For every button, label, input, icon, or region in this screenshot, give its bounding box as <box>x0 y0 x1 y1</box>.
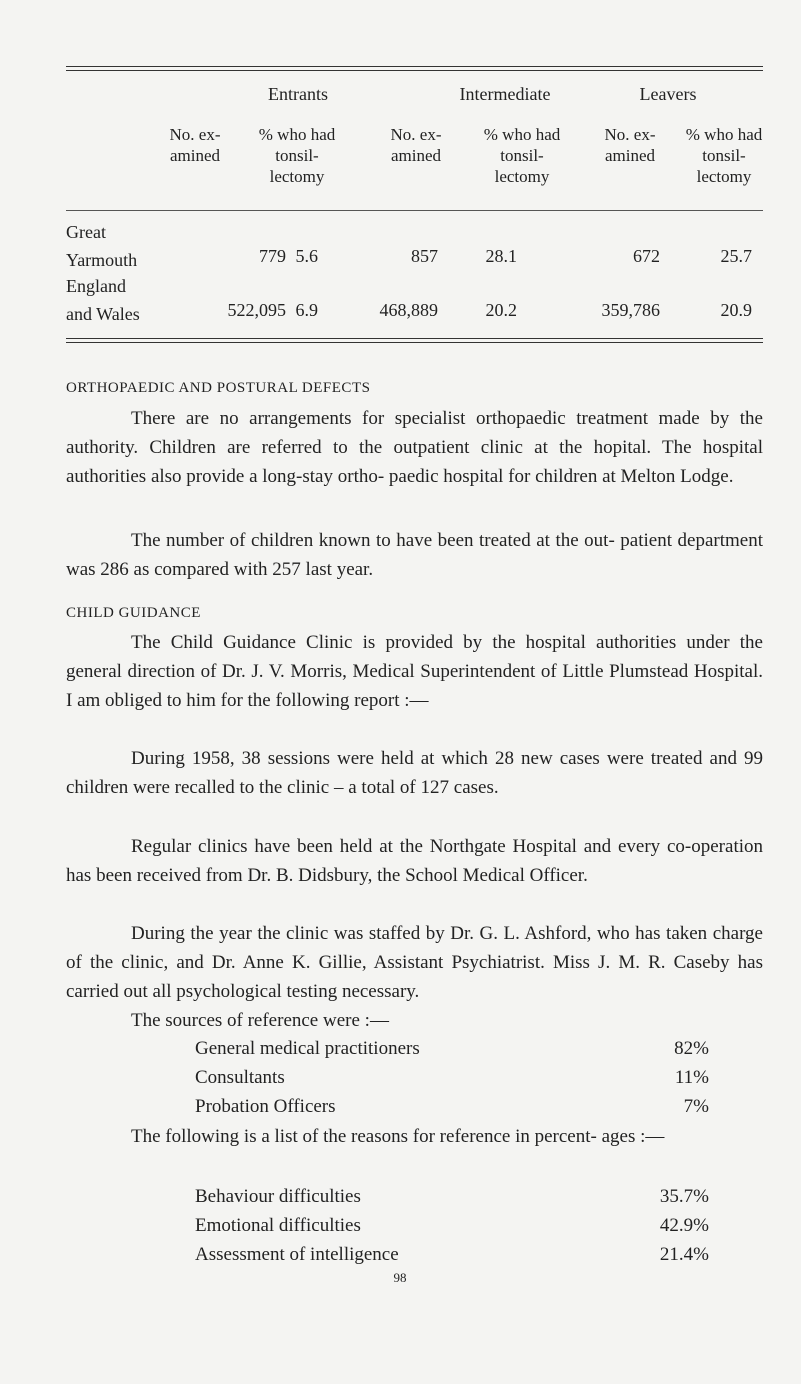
section-heading-child-guidance: CHILD GUIDANCE <box>66 605 201 621</box>
table-cell: 28.1 <box>485 246 517 266</box>
list-item-value: 7% <box>683 1096 709 1117</box>
table-cell: 20.9 <box>720 300 752 320</box>
group-header-intermediate: Intermediate <box>459 84 551 104</box>
page-number: 98 <box>393 1270 407 1285</box>
paragraph-child-3: Regular clinics have been held at the Northgate Hospital and every co-operation has been received from Dr. B. Didsbury, the School Medical Officer. <box>66 836 763 886</box>
paragraph-child-1: The Child Guidance Clinic is provided by the hospital authorities under the general direction of Dr. J. V. Morris, Medical Superintendent of Little Plumstead Hospital. I am obliged to him for the following report :— <box>66 632 763 711</box>
table-cell: 20.2 <box>485 300 517 320</box>
group-header-entrants: Entrants <box>268 84 328 104</box>
list-item-value: 82% <box>674 1038 709 1059</box>
list-item-label: Behaviour difficulties <box>195 1186 361 1207</box>
table-cell: 6.9 <box>295 300 318 320</box>
paragraph-ortho-1: There are no arrangements for specialist orthopaedic treatment made by the authority. Children are referred to the outpatient clinic at the hopital. The hospital authorities also provide a long-stay ortho- paedic hospital for children at Melton Lodge. <box>66 408 763 487</box>
section-heading-orthopaedic: ORTHOPAEDIC AND POSTURAL DEFECTS <box>66 380 371 396</box>
table-cell: 5.6 <box>295 246 318 266</box>
table-cell: 779 <box>259 246 286 266</box>
subheader-intermediate-examined: No. ex- amined <box>390 125 442 165</box>
table-cell: 359,786 <box>601 300 660 320</box>
subheader-entrants-examined: No. ex- amined <box>169 125 221 165</box>
list-item-label: Probation Officers <box>195 1096 336 1117</box>
table-cell: 522,095 <box>227 300 286 320</box>
list-item-value: 42.9% <box>659 1215 709 1236</box>
subheader-leavers-examined: No. ex- amined <box>604 125 656 165</box>
table-top-rule-2 <box>66 70 763 71</box>
table-cell: 672 <box>633 246 660 266</box>
list-item-value: 35.7% <box>659 1186 709 1207</box>
subheader-leavers-tonsillectomy: % who had tonsil- lectomy <box>685 125 763 186</box>
table-row-label-great-yarmouth: Great Yarmouth <box>66 222 138 270</box>
paragraph-child-2: During 1958, 38 sessions were held at which 28 new cases were treated and 99 children were recalled to the clinic – a total of 127 cases. <box>66 748 763 798</box>
paragraph-reasons-intro: The following is a list of the reasons for reference in percent- ages :— <box>131 1126 665 1147</box>
subheader-entrants-tonsillectomy: % who had tonsil- lectomy <box>258 125 336 186</box>
table-bottom-rule <box>66 338 763 339</box>
list-item-value: 11% <box>674 1067 709 1088</box>
paragraph-ortho-2: The number of children known to have been treated at the out- patient department was 286 as compared with 257 last year. <box>66 530 763 580</box>
paragraph-child-4: During the year the clinic was staffed by Dr. G. L. Ashford, who has taken charge of the clinic, and Dr. Anne K. Gillie, Assistant Psychiatrist. Miss J. M. R. Caseby has carried out all psychological testing necessary. <box>66 923 763 1002</box>
list-item-label: Consultants <box>195 1067 285 1088</box>
table-header-rule <box>66 210 763 211</box>
table-top-rule <box>66 66 763 67</box>
list-item-label: Assessment of intelligence <box>195 1244 399 1265</box>
table-bottom-rule-2 <box>66 342 763 343</box>
group-header-leavers: Leavers <box>639 84 697 104</box>
table-cell: 468,889 <box>379 300 438 320</box>
table-row-label-england-and-wales: England and Wales <box>66 276 140 324</box>
table-cell: 857 <box>411 246 438 266</box>
list-item-value: 21.4% <box>659 1244 709 1265</box>
table-cell: 25.7 <box>720 246 752 266</box>
subheader-intermediate-tonsillectomy: % who had tonsil- lectomy <box>483 125 561 186</box>
paragraph-sources-intro: The sources of reference were :— <box>131 1010 389 1031</box>
list-item-label: General medical practitioners <box>195 1038 420 1059</box>
list-item-label: Emotional difficulties <box>195 1215 361 1236</box>
